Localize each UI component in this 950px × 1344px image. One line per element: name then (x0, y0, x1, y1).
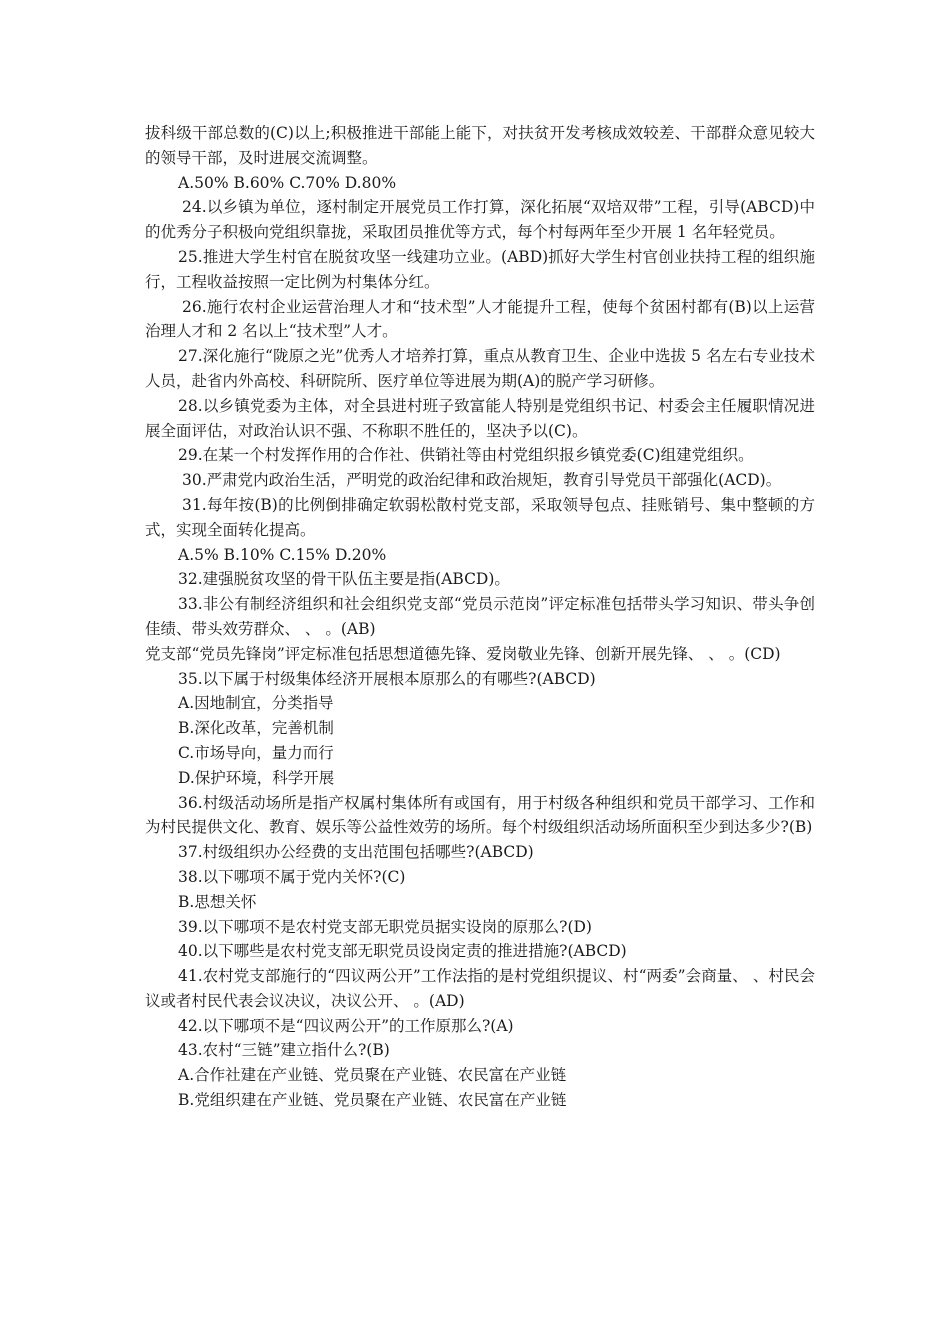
question-27: 27.深化施行“陇原之光”优秀人才培养打算，重点从教育卫生、企业中选拔 5 名左右专业技术人员，赴省内外高校、科研院所、医疗单位等进展为期(A)的脱产学习研修。 (145, 347, 815, 390)
question-35: 35.以下属于村级集体经济开展根本原那么的有哪些?(ABCD) (178, 669, 596, 688)
question-26: 26.施行农村企业运营治理人才和“技术型”人才能提升工程，使每个贫困村都有(B)以上运营治理人才和 2 名以上“技术型”人才。 (145, 297, 815, 341)
question-32: 32.建强脱贫攻坚的骨干队伍主要是指(ABCD)。 (178, 570, 510, 589)
document-body (145, 121, 815, 1113)
question-39: 39.以下哪项不是农村党支部无职党员据实设岗的原那么?(D) (178, 917, 592, 936)
question-42: 42.以下哪项不是“四议两公开”的工作原那么?(A) (178, 1016, 514, 1035)
question-28: 28.以乡镇党委为主体，对全县进村班子致富能人特别是党组织书记、村委会主任履职情况进展全面评估，对政治认识不强、不称职不胜任的，坚决予以(C)。 (145, 396, 815, 440)
option-35-d: D.保护环境，科学开展 (178, 768, 335, 787)
option-35-a: A.因地制宜，分类指导 (178, 694, 334, 713)
option-35-b: B.深化改革，完善机制 (178, 719, 334, 738)
question-24: 24.以乡镇为单位，逐村制定开展党员工作打算，深化拓展“双培双带”工程，引导(ABCD)中的优秀分子积极向党组织靠拢，采取团员推优等方式，每个村每两年至少开展 1 名年轻党员。 (145, 198, 815, 242)
question-36: 36.村级活动场所是指产权属村集体所有或国有，用于村级各种组织和党员干部学习、工作和为村民提供文化、教育、娱乐等公益性效劳的场所。每个村级组织活动场所面积至少到达多少?(B) (145, 793, 815, 837)
question-43: 43.农村“三链”建立指什么?(B) (178, 1041, 390, 1060)
question-25: 25.推进大学生村官在脱贫攻坚一线建功立业。(ABD)抓好大学生村官创业扶持工程的组织施行，工程收益按照一定比例为村集体分红。 (145, 247, 815, 291)
option-43-b: B.党组织建在产业链、党员聚在产业链、农民富在产业链 (178, 1091, 567, 1110)
option-35-c: C.市场导向，量力而行 (178, 743, 334, 762)
question-30: 30.严肃党内政治生活，严明党的政治纪律和政治规矩，教育引导党员干部强化(ACD)。 (182, 471, 782, 490)
question-37: 37.村级组织办公经费的支出范围包括哪些?(ABCD) (178, 843, 534, 862)
options-31: A.5% B.10% C.15% D.20% (178, 545, 387, 564)
option-43-a: A.合作社建在产业链、党员聚在产业链、农民富在产业链 (178, 1066, 567, 1085)
paragraph-23-cont: 拔科级干部总数的(C)以上;积极推进干部能上能下，对扶贫开发考核成效较差、干部群众意见较大的领导干部，及时进展交流调整。 (145, 124, 815, 167)
question-41: 41.农村党支部施行的“四议两公开”工作法指的是村党组织提议、村“两委”会商量、 、村民会议或者村民代表会议决议，决议公开、 。(AD) (145, 967, 815, 1010)
question-34: 党支部“党员先锋岗”评定标准包括思想道德先锋、爱岗敬业先锋、创新开展先锋、 、 。(CD) (145, 644, 781, 663)
option-38-b: B.思想关怀 (178, 892, 257, 911)
question-38: 38.以下哪项不属于党内关怀?(C) (178, 867, 406, 886)
question-33: 33.非公有制经济组织和社会组织党支部“党员示范岗”评定标准包括带头学习知识、带头争创佳绩、带头效劳群众、 、 。(AB) (145, 595, 815, 638)
options-23: A.50% B.60% C.70% D.80% (178, 173, 397, 192)
question-29: 29.在某一个村发挥作用的合作社、供销社等由村党组织报乡镇党委(C)组建党组织。 (178, 446, 754, 465)
question-40: 40.以下哪些是农村党支部无职党员设岗定责的推进措施?(ABCD) (178, 942, 627, 961)
question-31: 31.每年按(B)的比例倒排确定软弱松散村党支部，采取领导包点、挂账销号、集中整顿的方式，实现全面转化提高。 (145, 495, 815, 539)
